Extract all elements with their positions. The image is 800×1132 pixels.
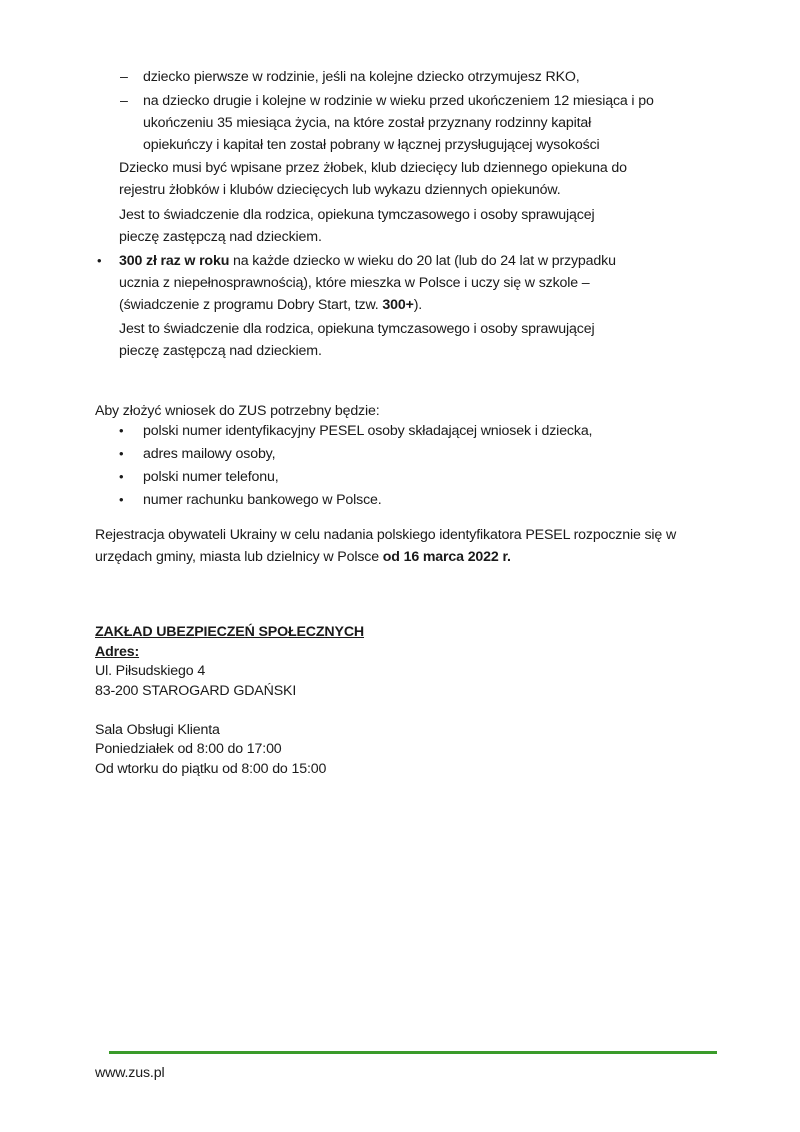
eligibility-note-line: Jest to świadczenie dla rodzica, opiekuna tymczasowego i osoby sprawującej: [119, 207, 595, 223]
eligibility-note-line: pieczę zastępczą nad dzieckiem.: [119, 343, 322, 359]
benefit-300-line: [119, 250, 616, 272]
benefit-300-line: [119, 294, 616, 316]
benefit-300-text: (świadczenie z programu Dobry Start, tzw.: [119, 297, 383, 313]
registry-note-line: rejestru żłobków i klubów dziecięcych lub wykazu dziennych opiekunów.: [119, 182, 561, 198]
benefit-300-program: 300+: [382, 297, 414, 313]
requirement-item: [119, 443, 276, 465]
requirement-text: polski numer telefonu,: [143, 469, 279, 485]
registration-line: Rejestracja obywateli Ukrainy w celu nadania polskiego identyfikatora PESEL rozpocznie się w: [95, 527, 677, 543]
bullet-marker: •: [97, 253, 102, 268]
dash-item-text: na dziecko drugie i kolejne w rodzinie w wieku przed ukończeniem 12 miesiąca i po: [143, 93, 654, 109]
requirements-intro: Aby złożyć wniosek do ZUS potrzebny będzie:: [95, 403, 380, 419]
registration-text: urzędach gminy, miasta lub dzielnicy w Polsce: [95, 549, 383, 565]
benefit-300-text: ).: [413, 297, 423, 313]
registry-note: [119, 157, 627, 201]
benefit-300-text: na każde dziecko w wieku do 20 lat (lub do 24 lat w przypadku: [229, 253, 616, 269]
bullet-marker: •: [119, 492, 124, 507]
bullet-marker: •: [119, 423, 124, 438]
requirement-text: adres mailowy osoby,: [143, 446, 276, 462]
eligibility-note-line: pieczę zastępczą nad dzieckiem.: [119, 229, 322, 245]
bullet-marker: •: [119, 446, 124, 461]
dash-list-item: [120, 90, 654, 156]
address-street: Ul. Piłsudskiego 4: [95, 663, 206, 679]
dash-marker: –: [120, 69, 128, 85]
footer-website[interactable]: www.zus.pl: [95, 1065, 165, 1081]
hours-monday: Poniedziałek od 8:00 do 17:00: [95, 741, 282, 757]
institution-name: ZAKŁAD UBEZPIECZEŃ SPOŁECZNYCH: [95, 624, 365, 640]
benefit-300-line: ucznia z niepełnosprawnością), które mieszka w Polsce i uczy się w szkole –: [119, 275, 590, 291]
dash-marker: –: [120, 93, 128, 109]
requirement-item: [119, 466, 279, 488]
address-label: Adres:: [95, 643, 140, 660]
dash-item-text: ukończeniu 35 miesiąca życia, na które został przyznany rodzinny kapitał: [143, 115, 592, 131]
hours-tue-fri: Od wtorku do piątku od 8:00 do 15:00: [95, 760, 327, 777]
benefit-300-item: [97, 250, 616, 316]
registry-note-line: Dziecko musi być wpisane przez żłobek, klub dziecięcy lub dziennego opiekuna do: [119, 160, 627, 176]
spacer: [95, 701, 364, 721]
registration-date: od 16 marca 2022 r.: [382, 549, 511, 565]
registration-note: [95, 524, 676, 568]
requirement-item: [119, 420, 593, 442]
benefit-300-lead: 300 zł raz w roku: [119, 253, 230, 269]
contact-block: [95, 623, 364, 779]
dash-item-text: opiekuńczy i kapitał ten został pobrany w łącznej przysługującej wysokości: [143, 137, 600, 153]
address-city: 83-200 STAROGARD GDAŃSKI: [95, 682, 297, 699]
registration-line: [95, 546, 676, 568]
eligibility-note: [119, 204, 594, 248]
requirement-text: polski numer identyfikacyjny PESEL osoby składającej wniosek i dziecka,: [143, 423, 593, 439]
requirement-text: numer rachunku bankowego w Polsce.: [143, 492, 382, 508]
eligibility-note-line: Jest to świadczenie dla rodzica, opiekuna tymczasowego i osoby sprawującej: [119, 321, 595, 337]
eligibility-note-300: [119, 318, 594, 362]
requirement-item: [119, 489, 382, 511]
bullet-marker: •: [119, 469, 124, 484]
dash-list-item: [120, 66, 580, 88]
footer-divider: [109, 1051, 717, 1054]
dash-item-text: dziecko pierwsze w rodzinie, jeśli na kolejne dziecko otrzymujesz RKO,: [143, 69, 580, 85]
office-name: Sala Obsługi Klienta: [95, 721, 220, 738]
